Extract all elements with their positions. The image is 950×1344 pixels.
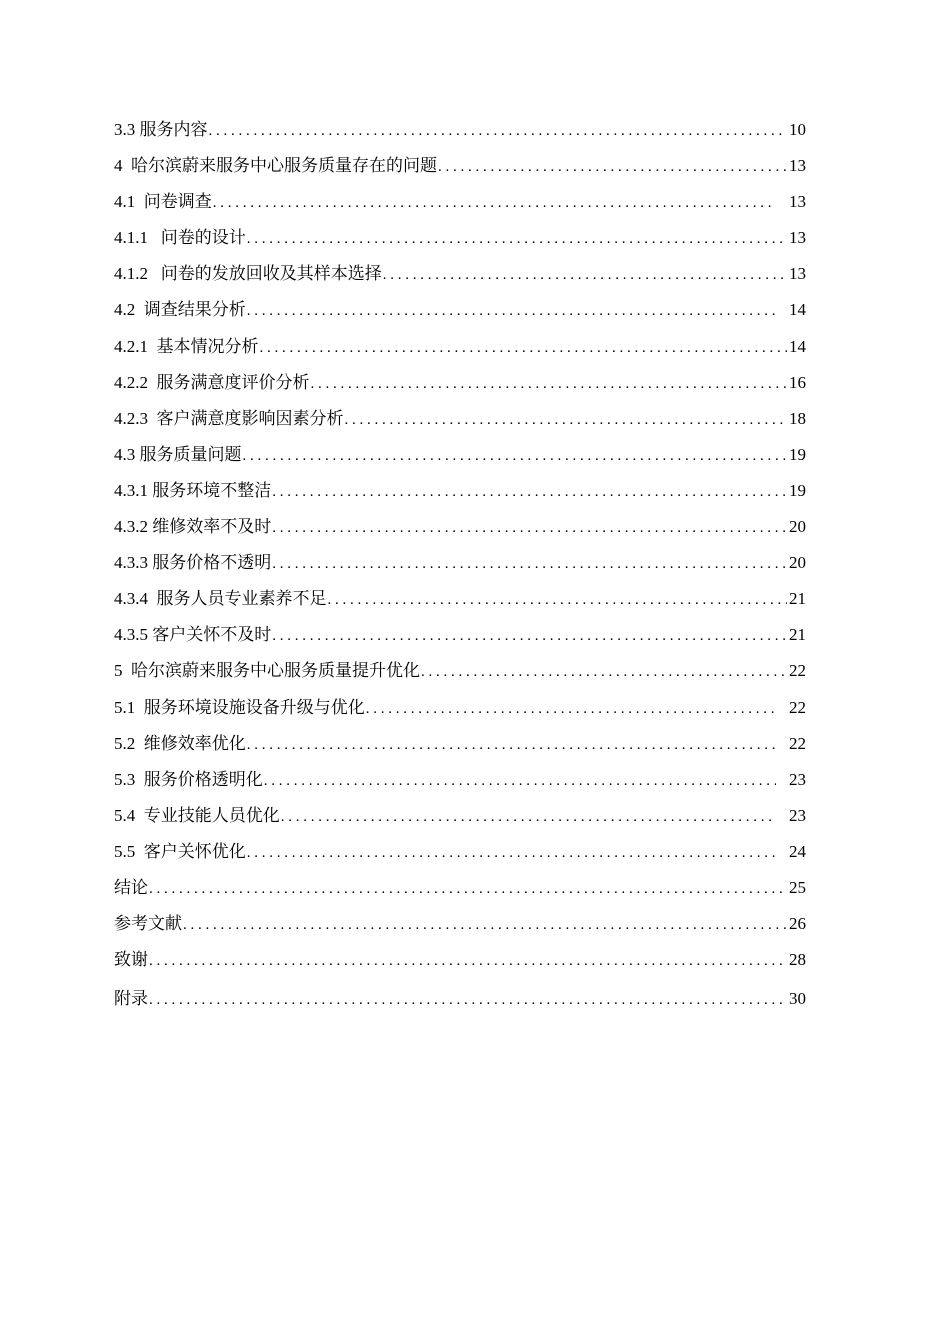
- toc-dot-leader: [272, 479, 787, 505]
- toc-entry-title: 4.2.2 服务满意度评价分析: [114, 372, 310, 392]
- toc-entry-title: 5.2 维修效率优化: [114, 733, 246, 753]
- toc-entry-page: 30: [789, 989, 806, 1009]
- toc-entry-page: 28: [789, 950, 806, 970]
- toc-entry-page: 25: [789, 877, 806, 897]
- toc-dot-leader: [149, 987, 787, 1013]
- toc-entry-page: 19: [789, 480, 806, 500]
- toc-entry-page: 13: [789, 156, 806, 176]
- toc-entry-title: 5.1 服务环境设施设备升级与优化: [114, 697, 365, 717]
- toc-entry-title: 3.3 服务内容: [114, 120, 208, 139]
- toc-dot-leader: [209, 118, 788, 144]
- toc-entry-page: 21: [789, 589, 806, 609]
- toc-entry-title: 4.3.2 维修效率不及时: [114, 517, 272, 537]
- toc-dot-leader: [366, 696, 776, 722]
- toc-entry-title: 4.1.2 问卷的发放回收及其样本选择: [114, 264, 382, 284]
- toc-entry-title: 4.3.1 服务环境不整洁: [114, 480, 272, 500]
- toc-entry[interactable]: [114, 117, 806, 153]
- toc-entry[interactable]: [114, 731, 806, 767]
- toc-entry-page: 14: [789, 300, 806, 320]
- toc-entry-page: 18: [789, 408, 806, 428]
- toc-entry[interactable]: [114, 622, 806, 658]
- toc-entry-title: 4.2 调查结果分析: [114, 300, 246, 320]
- toc-entry[interactable]: [114, 442, 806, 478]
- toc-entry-page: 23: [789, 769, 806, 789]
- toc-dot-leader: [345, 407, 788, 433]
- toc-dot-leader: [213, 190, 776, 216]
- toc-entry-page: 14: [789, 336, 806, 356]
- toc-entry-page: 22: [789, 733, 806, 753]
- toc-entry-title: 附录: [114, 989, 148, 1009]
- toc-dot-leader: [183, 912, 787, 938]
- toc-dot-leader: [149, 948, 787, 974]
- toc-dot-leader: [328, 587, 788, 613]
- toc-entry[interactable]: [114, 803, 806, 839]
- toc-dot-leader: [149, 876, 787, 902]
- toc-entry-page: 22: [789, 697, 806, 717]
- toc-entry[interactable]: [114, 153, 806, 189]
- toc-entry[interactable]: [114, 261, 806, 297]
- toc-entry-title: 4.2.3 客户满意度影响因素分析: [114, 408, 344, 428]
- toc-entry[interactable]: [114, 297, 806, 333]
- toc-entry-title: 4.3.4 服务人员专业素养不足: [114, 589, 327, 609]
- toc-dot-leader: [438, 154, 787, 180]
- toc-entry-page: 24: [789, 841, 806, 861]
- toc-entry-page: 16: [789, 372, 806, 392]
- toc-dot-leader: [281, 804, 776, 830]
- toc-entry-title: 4.1.1 问卷的设计: [114, 228, 246, 248]
- toc-entry-title: 4.1 问卷调查: [114, 192, 212, 212]
- toc-entry-title: 参考文献: [114, 914, 182, 934]
- toc-entry-page: 23: [789, 805, 806, 825]
- toc-entry[interactable]: [114, 839, 806, 875]
- toc-dot-leader: [247, 732, 776, 758]
- toc-entry-page: 22: [789, 661, 806, 681]
- toc-entry[interactable]: [114, 189, 806, 225]
- toc-entry-title: 结论: [114, 877, 148, 897]
- toc-entry[interactable]: [114, 695, 806, 731]
- toc-dot-leader: [264, 768, 776, 794]
- toc-entry[interactable]: [114, 514, 806, 550]
- toc-dot-leader: [272, 623, 787, 649]
- toc-entry[interactable]: [114, 550, 806, 586]
- toc-entry[interactable]: [114, 911, 806, 947]
- toc-dot-leader: [260, 335, 788, 361]
- toc-entry[interactable]: [114, 767, 806, 803]
- toc-entry[interactable]: [114, 986, 806, 1022]
- toc-dot-leader: [383, 262, 787, 288]
- toc-entry-title: 致谢: [114, 950, 148, 970]
- toc-entry[interactable]: [114, 406, 806, 442]
- toc-entry-title: 4.2.1 基本情况分析: [114, 336, 259, 356]
- toc-entry[interactable]: [114, 334, 806, 370]
- toc-dot-leader: [243, 443, 788, 469]
- toc-entry-page: 13: [789, 228, 806, 248]
- toc-dot-leader: [247, 298, 776, 324]
- toc-entry-title: 4.3.3 服务价格不透明: [114, 553, 272, 573]
- toc-entry-title: 5.5 客户关怀优化: [114, 841, 246, 861]
- table-of-contents: [114, 117, 806, 1022]
- toc-entry-page: 13: [789, 264, 806, 284]
- toc-entry-page: 13: [789, 192, 806, 212]
- toc-entry[interactable]: [114, 875, 806, 911]
- toc-entry-page: 19: [789, 444, 806, 464]
- toc-entry-page: 10: [789, 120, 806, 139]
- toc-entry-title: 4.3.5 客户关怀不及时: [114, 625, 272, 645]
- toc-dot-leader: [272, 515, 787, 541]
- toc-entry[interactable]: [114, 658, 806, 694]
- toc-entry-page: 20: [789, 517, 806, 537]
- toc-entry[interactable]: [114, 478, 806, 514]
- toc-dot-leader: [272, 551, 787, 577]
- toc-entry[interactable]: [114, 370, 806, 406]
- toc-entry[interactable]: [114, 586, 806, 622]
- toc-entry-title: 5 哈尔滨蔚来服务中心服务质量提升优化: [114, 661, 420, 681]
- toc-dot-leader: [247, 840, 776, 866]
- toc-entry-page: 26: [789, 914, 806, 934]
- toc-dot-leader: [311, 371, 788, 397]
- toc-entry-title: 5.4 专业技能人员优化: [114, 805, 280, 825]
- toc-entry-title: 4.3 服务质量问题: [114, 444, 242, 464]
- toc-entry-page: 21: [789, 625, 806, 645]
- toc-entry[interactable]: [114, 225, 806, 261]
- toc-entry[interactable]: [114, 947, 806, 983]
- toc-entry-page: 20: [789, 553, 806, 573]
- toc-dot-leader: [247, 226, 787, 252]
- toc-entry-title: 4 哈尔滨蔚来服务中心服务质量存在的问题: [114, 156, 437, 176]
- toc-entry-title: 5.3 服务价格透明化: [114, 769, 263, 789]
- toc-dot-leader: [421, 659, 787, 685]
